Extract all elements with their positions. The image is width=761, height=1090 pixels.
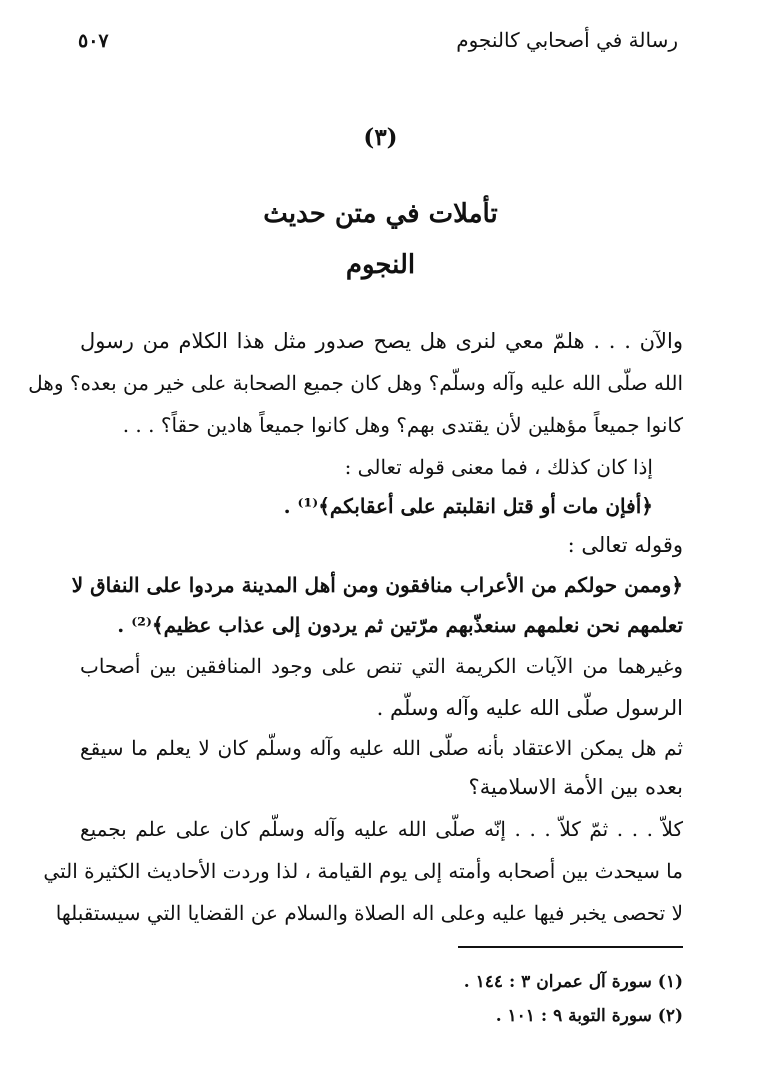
footnote-1: (١) سورة آل عمران ٣ : ١٤٤ . [463,972,683,992]
body-line-6: وقوله تعالى : [567,533,683,557]
body-line-3: كانوا جميعاً مؤهلين لأن يقتدى بهم؟ وهل كانوا جميعاً هادين حقاً؟ . . . [122,413,683,437]
body-line-12: بعده بين الأمة الاسلامية؟ [468,775,683,799]
quran-verse-2-line-2: تعلمهم نحن نعلمهم سنعذّبهم مرّتين ثم يردون إلى عذاب عظيم﴾⁽²⁾ . [117,613,683,637]
body-line-11: ثم هل يمكن الاعتقاد بأنه صلّى الله عليه وآله وسلّم كان لا يعلم ما سيقع [80,736,683,760]
running-header-title: رسالة في أصحابي كالنجوم [456,28,678,52]
quran-verse-1: ﴿أفإن مات أو قتل انقلبتم على أعقابكم﴾⁽¹⁾ . [283,494,653,518]
body-line-10: الرسول صلّى الله عليه وآله وسلّم . [376,696,683,720]
body-line-1: والآن . . . هلمّ معي لنرى هل يصح صدور مثل هذا الكلام من رسول [80,329,683,353]
body-line-13: كلاّ . . . ثمّ كلاّ . . . إنّه صلّى الله عليه وآله وسلّم كان على علم بجميع [80,817,684,841]
chapter-title-line-1: تأملات في متن حديث [263,199,498,229]
body-line-2: الله صلّى الله عليه وآله وسلّم؟ وهل كان جميع الصحابة على خير من بعده؟ وهل [28,371,683,395]
chapter-title-line-2: النجوم [345,250,416,280]
body-line-4: إذا كان كذلك ، فما معنى قوله تعالى : [344,455,653,479]
body-line-14: ما سيحدث بين أصحابه وأمته إلى يوم القيامة ، لذا وردت الأحاديث الكثيرة التي [43,859,683,883]
page-number: ٥٠٧ [78,30,109,52]
body-line-9: وغيرهما من الآيات الكريمة التي تنص على وجود المنافقين بين أصحاب [80,654,683,678]
section-number: (٣) [363,124,398,151]
footnote-separator [458,946,683,948]
body-line-15: لا تحصى يخبر فيها عليه وعلى اله الصلاة والسلام عن القضايا التي سيستقبلها [55,901,683,925]
footnote-2: (٢) سورة التوبة ٩ : ١٠١ . [495,1006,683,1026]
quran-verse-2-line-1: ﴿وممن حولكم من الأعراب منافقون ومن أهل المدينة مردوا على النفاق لا [71,573,683,597]
